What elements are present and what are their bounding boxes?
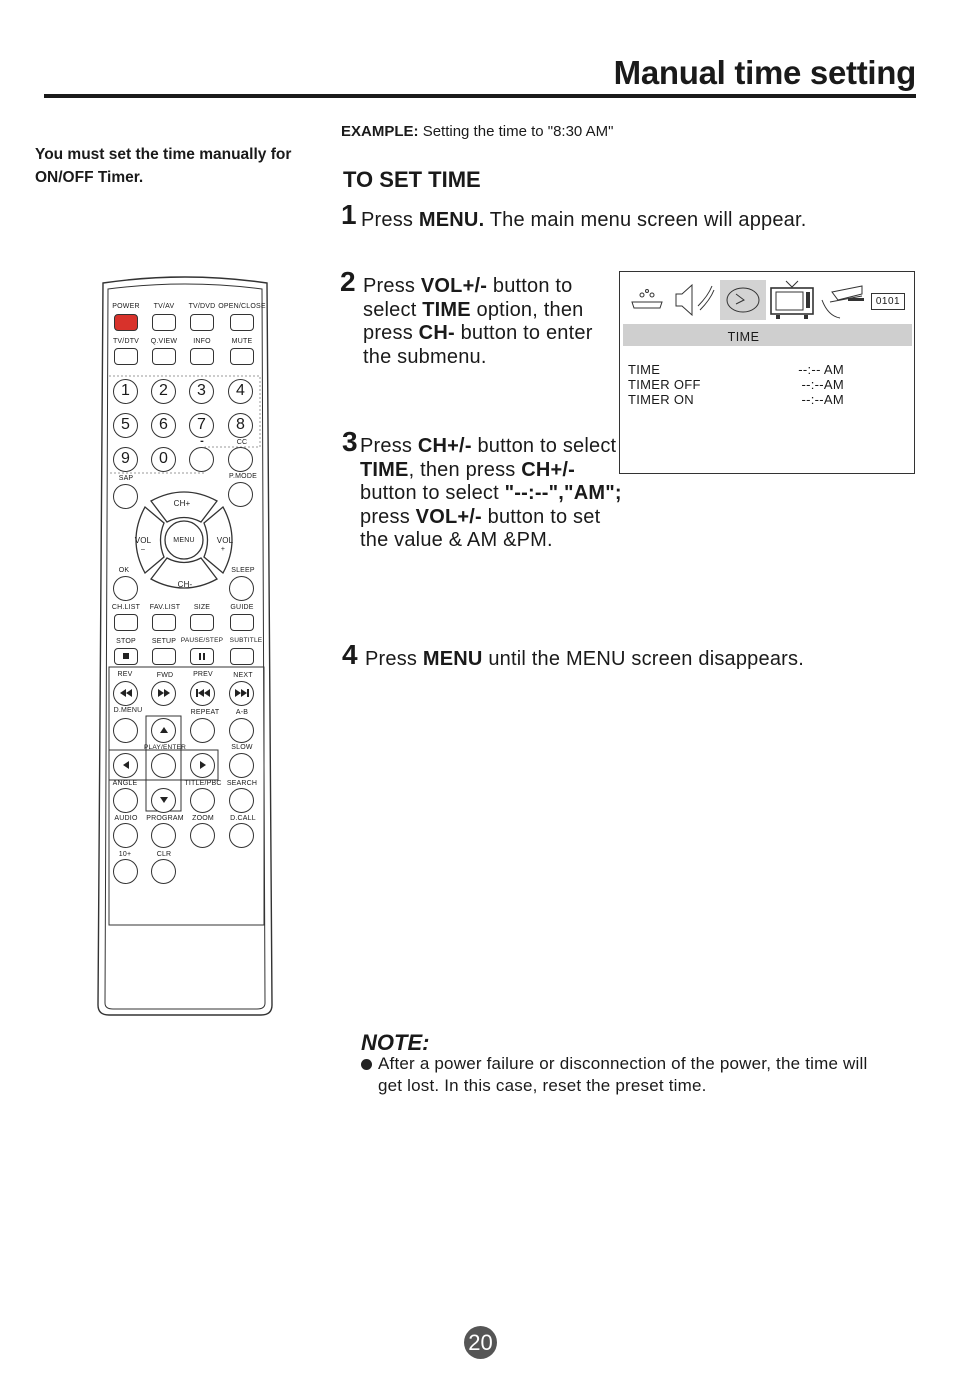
remote-control-illustration	[97, 275, 273, 1019]
step-number: 3	[342, 426, 358, 457]
remote-label: GUIDE	[230, 604, 254, 611]
step-text-part: button to select	[360, 482, 505, 504]
d-call-button[interactable]	[229, 823, 254, 848]
remote-label: CC	[236, 439, 248, 446]
remote-label: POWER	[112, 303, 140, 310]
step-key: CH+/-	[521, 458, 576, 481]
remote-label: D.CALL	[230, 815, 256, 822]
left-arrow-button[interactable]	[113, 753, 138, 778]
remote-label: OPEN/CLOSE	[218, 303, 266, 310]
up-arrow-button[interactable]	[151, 718, 176, 743]
step-text-part: option, then press	[363, 298, 584, 344]
ch-list-button[interactable]	[114, 614, 138, 631]
digit-button-4[interactable]: 4	[228, 379, 253, 404]
step-key: CH-	[418, 322, 455, 344]
d-menu-button[interactable]	[113, 718, 138, 743]
title-rule	[44, 94, 916, 98]
osd-row-label: TIME	[628, 362, 661, 377]
search-button[interactable]	[229, 788, 254, 813]
picture-icon	[624, 280, 670, 320]
remote-label: SLEEP	[231, 567, 255, 574]
step-key: MENU.	[418, 209, 485, 231]
a-b-button[interactable]	[229, 718, 254, 743]
remote-label: TV/DTV	[112, 338, 140, 345]
remote-label: PAUSE/STEP	[180, 637, 224, 644]
remote-label: TV/DVD	[188, 303, 216, 310]
sap-button[interactable]	[113, 484, 138, 509]
note-body	[361, 1053, 881, 1096]
step-text-part: The main menu screen will appear.	[484, 209, 807, 231]
remote-label: INFO	[193, 338, 211, 345]
example-text: Setting the time to "8:30 AM"	[422, 123, 614, 140]
digit-button-5[interactable]: 5	[113, 413, 138, 438]
remote-label: PLAY/ENTER	[144, 744, 186, 751]
remote-label: FAV.LIST	[149, 604, 181, 611]
note-text: After a power failure or disconnection of the power, the time will get lost. In this case, reset the preset time.	[378, 1054, 868, 1095]
page-title: Manual time setting	[613, 54, 916, 91]
step-key: TIME	[422, 298, 471, 321]
timer-note: You must set the time manually for ON/OFF Timer.	[35, 146, 292, 186]
note-heading: NOTE:	[361, 1030, 430, 1055]
slow-button[interactable]	[229, 753, 254, 778]
ten-plus-button[interactable]	[113, 859, 138, 884]
remote-label: AUDIO	[114, 815, 138, 822]
step-key: CH+/-	[417, 435, 472, 457]
page-number: 20	[464, 1326, 497, 1359]
remote-label: SEARCH	[226, 780, 258, 787]
step-text	[361, 209, 807, 233]
step-text-part: Press	[361, 209, 419, 231]
info-button[interactable]	[190, 348, 214, 365]
bullet-icon	[361, 1059, 372, 1070]
osd-row-timer-on	[628, 392, 844, 407]
tv-dvd-button[interactable]	[190, 314, 214, 331]
digit-button-1[interactable]: 1	[113, 379, 138, 404]
remote-label: TV/AV	[153, 303, 175, 310]
ok-button[interactable]	[113, 576, 138, 601]
step-text-part: press	[360, 505, 416, 528]
audio-button[interactable]	[113, 823, 138, 848]
step-text-part: button to enter the submenu.	[363, 322, 593, 368]
q-view-button[interactable]	[152, 348, 176, 365]
power-button[interactable]	[114, 314, 138, 331]
remote-label: PREV	[193, 671, 213, 678]
repeat-button[interactable]	[190, 718, 215, 743]
digit-button-9[interactable]: 9	[113, 447, 138, 472]
digit-button-0[interactable]: 0	[151, 447, 176, 472]
step-text-part: , then press	[408, 458, 522, 481]
tv-dtv-button[interactable]	[114, 348, 138, 365]
remote-label: OK	[118, 567, 130, 574]
remote-label: SETUP	[151, 638, 177, 645]
remote-label: REPEAT	[190, 709, 220, 716]
size-button[interactable]	[190, 614, 214, 631]
step-text	[365, 648, 804, 672]
sleep-button[interactable]	[229, 576, 254, 601]
setup-icon	[818, 280, 866, 320]
remote-label: ZOOM	[192, 815, 214, 822]
tv-av-button[interactable]	[152, 314, 176, 331]
remote-label: Q.VIEW	[150, 338, 178, 345]
remote-label: CH.LIST	[111, 604, 141, 611]
osd-active-tab: TIME	[623, 324, 912, 346]
dash-label: -	[200, 435, 204, 447]
tv-icon	[768, 280, 816, 320]
rev-button[interactable]	[113, 681, 138, 706]
remote-label: SUBTITLE	[229, 637, 263, 644]
clr-button[interactable]	[151, 859, 176, 884]
guide-button[interactable]	[230, 614, 254, 631]
digit-button-7[interactable]: 7	[189, 413, 214, 438]
remote-label: PROGRAM	[146, 815, 184, 822]
title-pbc-button[interactable]	[190, 788, 215, 813]
step-text-part: button to select	[363, 275, 573, 321]
fwd-button[interactable]	[151, 681, 176, 706]
step-text	[363, 275, 623, 369]
osd-row-value: --:--AM	[801, 392, 844, 407]
menu-button[interactable]: MENU	[173, 537, 195, 544]
step-key: VOL+/-	[415, 505, 482, 528]
setup-button[interactable]	[152, 648, 176, 665]
stop-button[interactable]	[114, 648, 138, 665]
vol-minus-label[interactable]: VOL	[134, 536, 152, 545]
prev-button[interactable]	[190, 681, 215, 706]
angle-button[interactable]	[113, 788, 138, 813]
digit-button-8[interactable]: 8	[228, 413, 253, 438]
remote-label: NEXT	[233, 672, 253, 679]
step-number: 1	[341, 199, 357, 230]
mute-button[interactable]	[230, 348, 254, 365]
fav-list-button[interactable]	[152, 614, 176, 631]
osd-code: 0101	[871, 293, 905, 310]
p-mode-button[interactable]	[228, 482, 253, 507]
remote-label: ANGLE	[112, 780, 138, 787]
remote-label: SLOW	[231, 744, 253, 751]
digit-button-6[interactable]: 6	[151, 413, 176, 438]
step-number: 2	[340, 266, 356, 297]
remote-label: FWD	[156, 672, 174, 679]
section-title: TO SET TIME	[343, 167, 481, 192]
digit-button-3[interactable]: 3	[189, 379, 214, 404]
play-enter-button[interactable]	[151, 753, 176, 778]
ch-minus-label[interactable]: CH-	[177, 580, 193, 589]
dash-button[interactable]	[189, 447, 214, 472]
remote-label: D.MENU	[113, 707, 143, 714]
remote-label: REV	[117, 671, 133, 678]
step-text-part: button to set the value & AM &PM.	[360, 505, 601, 551]
step-text-part: Press	[360, 435, 418, 457]
remote-label: TITLE/PBC	[184, 780, 222, 787]
step-text-part: button to select	[471, 435, 617, 457]
right-arrow-button[interactable]	[190, 753, 215, 778]
step-number: 4	[342, 639, 358, 670]
pause-step-button[interactable]	[190, 648, 214, 665]
remote-label: STOP	[116, 638, 136, 645]
osd-row-value: --:-- AM	[798, 362, 844, 377]
remote-label: CLR	[156, 851, 172, 858]
step-text-part: Press	[365, 648, 423, 670]
ch-plus-label[interactable]: CH+	[173, 499, 191, 508]
step-key: TIME	[360, 458, 409, 481]
step-text	[360, 435, 622, 553]
digit-button-2[interactable]: 2	[151, 379, 176, 404]
osd-menu-screen	[619, 271, 915, 474]
subtitle-button[interactable]	[230, 648, 254, 665]
vol-plus-label[interactable]: VOL	[216, 536, 234, 545]
speaker-icon	[672, 280, 718, 320]
remote-label: SIZE	[193, 604, 211, 611]
step-key: "--:--","AM";	[504, 482, 622, 504]
program-button[interactable]	[151, 823, 176, 848]
remote-label: A-B	[235, 709, 249, 716]
example-label: EXAMPLE:	[341, 123, 419, 140]
osd-row-label: TIMER ON	[628, 392, 694, 407]
remote-label: –	[140, 546, 146, 553]
zoom-button[interactable]	[190, 823, 215, 848]
cc-button[interactable]	[228, 447, 253, 472]
next-button[interactable]	[229, 681, 254, 706]
example-line	[341, 123, 613, 140]
remote-label: +	[220, 546, 226, 553]
down-arrow-button[interactable]	[151, 788, 176, 813]
osd-row-label: TIMER OFF	[628, 377, 701, 392]
open-close-button[interactable]	[230, 314, 254, 331]
clock-icon	[720, 280, 766, 320]
remote-label: 10+	[118, 851, 132, 858]
osd-row-value: --:--AM	[801, 377, 844, 392]
remote-label: MUTE	[231, 338, 253, 345]
remote-label: P.MODE	[229, 473, 257, 480]
osd-row-time	[628, 362, 844, 377]
step-key: MENU	[422, 648, 483, 670]
remote-label: SAP	[118, 475, 134, 482]
step-text-part: Press	[363, 275, 421, 297]
step-text-part: until the MENU screen disappears.	[482, 648, 804, 670]
step-key: VOL+/-	[420, 275, 488, 297]
osd-row-timer-off	[628, 377, 844, 392]
